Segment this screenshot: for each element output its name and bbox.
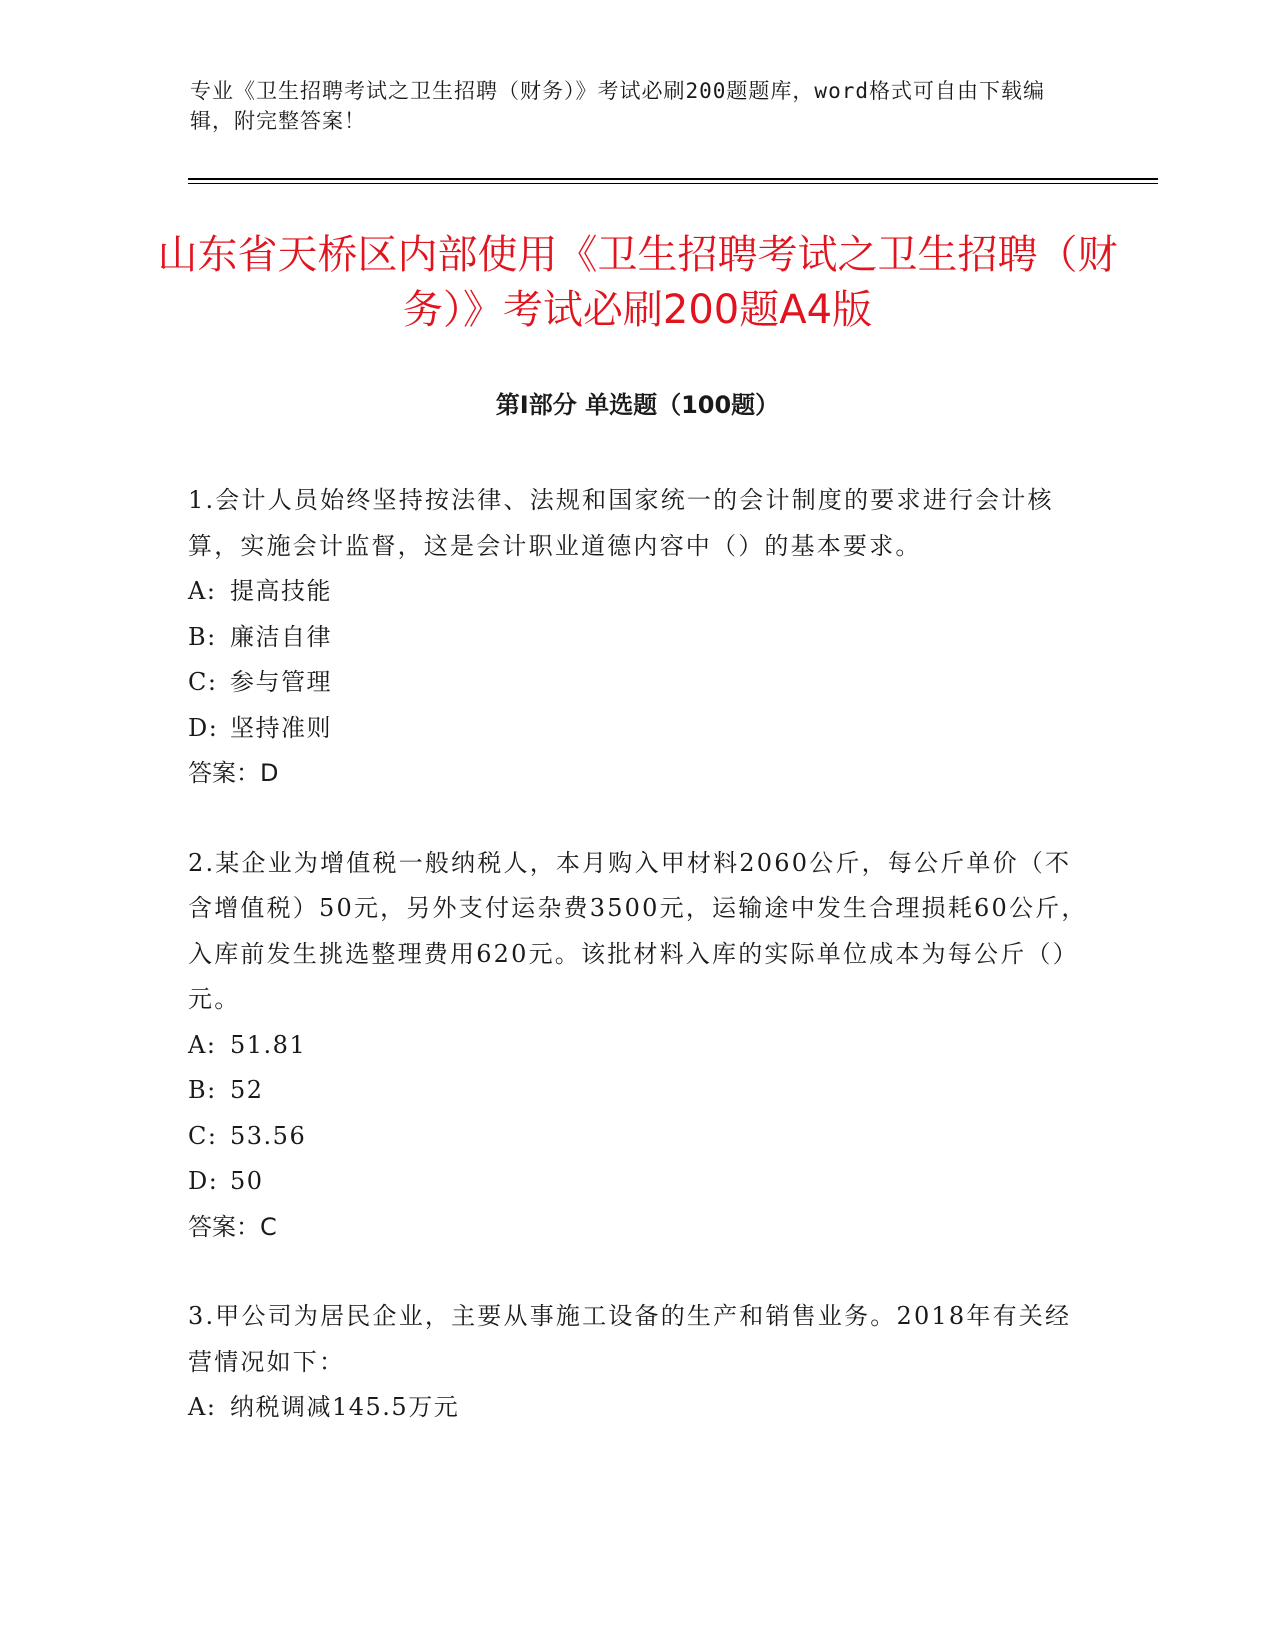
question-3 [188, 1294, 1088, 1431]
option-a [188, 1385, 1088, 1431]
answer-prefix: 答案： [188, 1212, 260, 1241]
option-key: A: [188, 1393, 217, 1421]
option-a [188, 1023, 1088, 1069]
question-2 [188, 841, 1088, 1251]
option-text: 提高技能 [230, 577, 332, 605]
option-key: A: [188, 577, 217, 605]
option-text: 50 [230, 1167, 264, 1195]
answer-value: C [260, 1212, 277, 1241]
option-text: 52 [230, 1076, 264, 1104]
option-text: 参与管理 [230, 668, 332, 696]
section-title: 第I部分 单选题（100题） [495, 391, 780, 419]
option-key: D: [188, 1167, 219, 1195]
header-note: 专业《卫生招聘考试之卫生招聘（财务）》考试必刷200题题库，word格式可自由下载编辑，附完整答案！ [190, 79, 1045, 133]
option-key: C: [188, 668, 218, 696]
option-text: 51.81 [230, 1030, 307, 1059]
question-stem: 3.甲公司为居民企业，主要从事施工设备的生产和销售业务。2018年有关经营情况如下： [188, 1302, 1072, 1376]
option-key: B: [188, 622, 217, 651]
question-list [188, 478, 1088, 1475]
option-text: 坚持准则 [230, 713, 332, 742]
option-a [188, 569, 1088, 615]
question-stem: 2.某企业为增值税一般纳税人，本月购入甲材料2060公斤，每公斤单价（不含增值税）50元，另外支付运杂费3500元，运输途中发生合理损耗60公斤，入库前发生挑选整理费用620元。该批材料入库的实际单位成本为每公斤（）元。 [188, 848, 1088, 1013]
option-b [188, 1068, 1088, 1114]
option-key: D: [188, 713, 219, 742]
answer-value: D [260, 759, 279, 787]
option-c [188, 1114, 1088, 1160]
option-key: A: [188, 1030, 217, 1059]
option-c [188, 660, 1088, 706]
option-key: C: [188, 1121, 218, 1150]
option-key: B: [188, 1076, 217, 1104]
option-text: 廉洁自律 [230, 622, 332, 651]
question-stem: 1.会计人员始终坚持按法律、法规和国家统一的会计制度的要求进行会计核算，实施会计监督，这是会计职业道德内容中（）的基本要求。 [188, 486, 1054, 560]
header-divider-thick [188, 178, 1158, 180]
question-1 [188, 478, 1088, 797]
answer-line [188, 751, 1088, 797]
option-d [188, 1159, 1088, 1205]
answer-prefix: 答案： [188, 759, 260, 787]
option-text: 纳税调减145.5万元 [230, 1393, 460, 1421]
option-b [188, 615, 1088, 661]
option-text: 53.56 [230, 1121, 307, 1150]
page-title: 山东省天桥区内部使用《卫生招聘考试之卫生招聘（财务）》考试必刷200题A4版 [157, 232, 1118, 333]
option-d [188, 706, 1088, 752]
answer-line [188, 1205, 1088, 1251]
header-divider-thin [188, 183, 1158, 184]
